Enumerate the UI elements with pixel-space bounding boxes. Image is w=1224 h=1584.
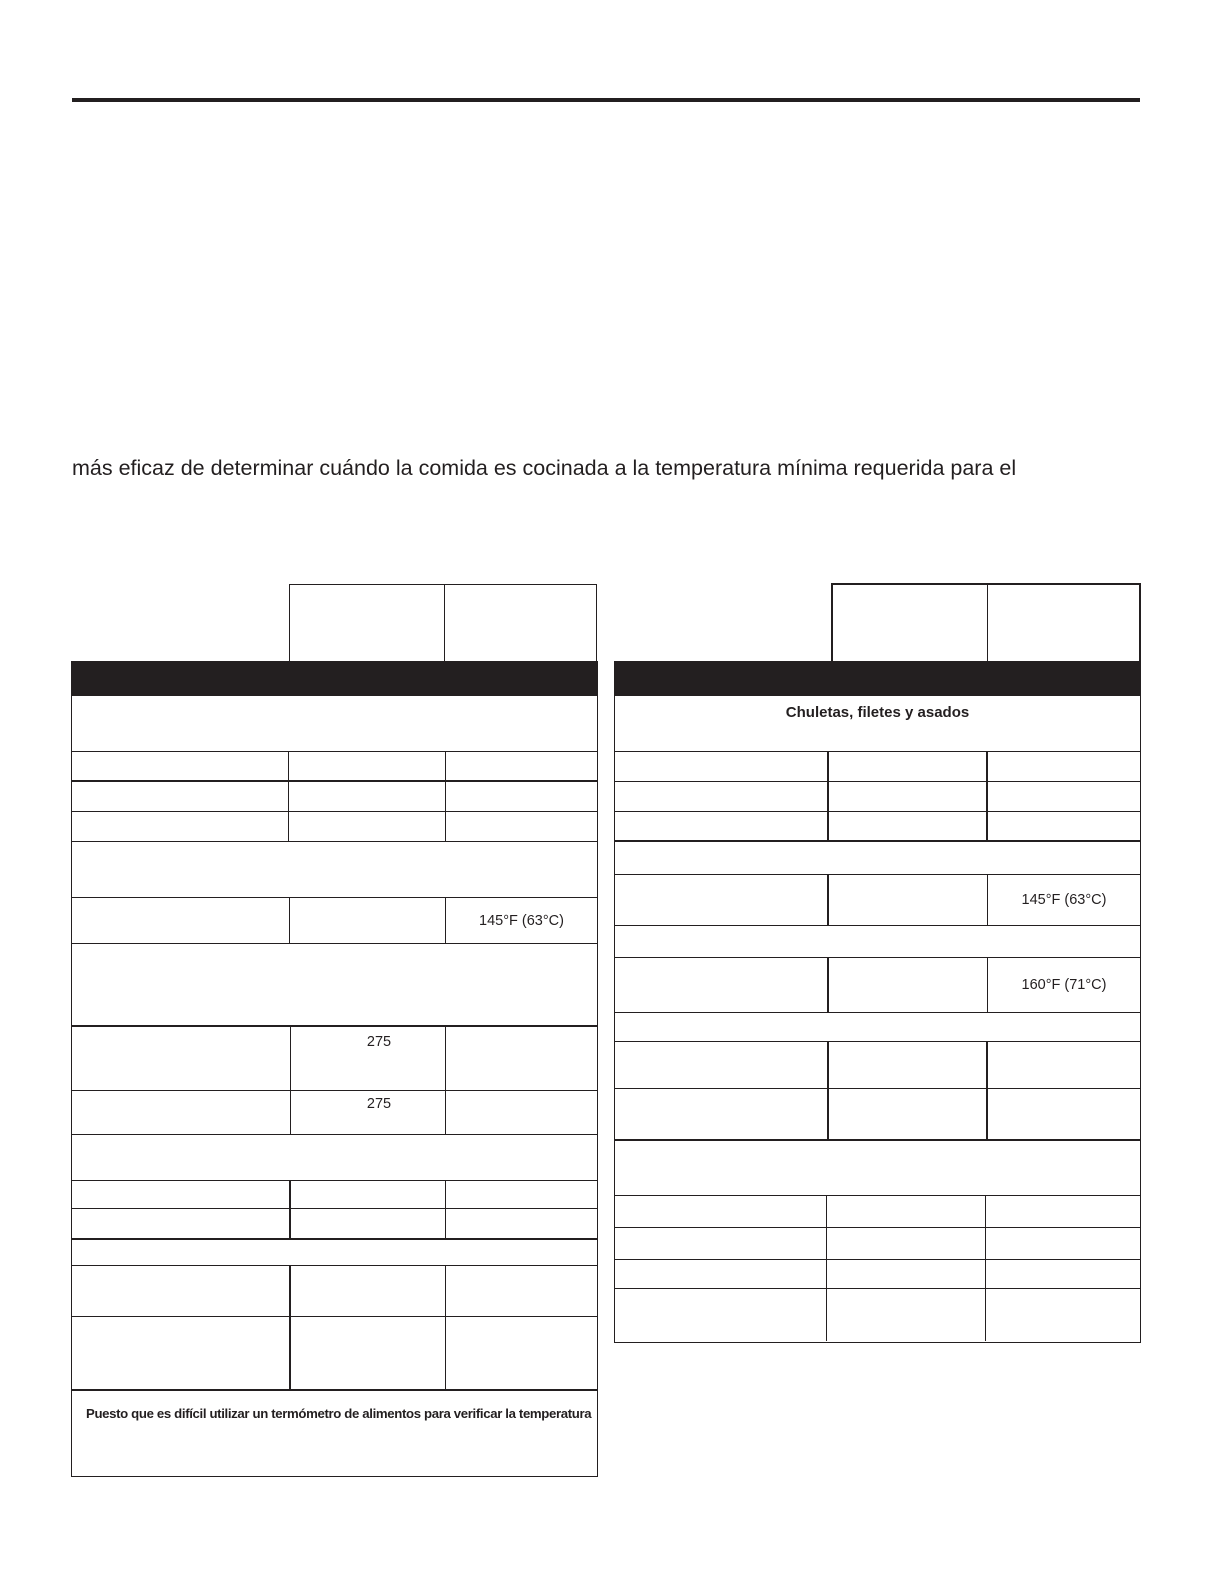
right-header-divider (987, 583, 988, 663)
right-header-box (831, 583, 1141, 663)
right-col-line (827, 874, 829, 925)
left-row-line (72, 751, 597, 752)
left-col-line (445, 751, 446, 841)
right-col-line (826, 1195, 827, 1341)
left-value-275-a: 275 (366, 1034, 392, 1050)
left-row-line (72, 1134, 597, 1135)
left-header-divider (444, 584, 445, 662)
right-row-line (615, 1012, 1140, 1013)
right-section-title: Chuletas, filetes y asados (785, 704, 970, 721)
left-header-box (289, 584, 597, 662)
right-row-line (615, 1288, 1140, 1289)
left-col-line (445, 1265, 446, 1389)
left-temp-145: 145°F (63°C) (479, 913, 564, 929)
left-table-frame (71, 661, 598, 1477)
intro-text: más eficaz de determinar cuándo la comida es cocinada a la temperatura mínima requerida para el (72, 456, 1017, 480)
right-row-line (615, 1195, 1140, 1196)
right-row-line (615, 751, 1140, 752)
left-row-line (72, 1238, 597, 1240)
left-col-line (290, 1025, 291, 1134)
left-col-line (289, 1180, 291, 1238)
right-col-line (986, 1041, 988, 1139)
left-col-line (445, 1025, 446, 1134)
right-row-line (615, 957, 1140, 958)
right-row-line (615, 1259, 1140, 1260)
right-header-band (614, 661, 1141, 696)
left-row-line (72, 1180, 597, 1181)
left-footnote: Puesto que es difícil utilizar un termómetro de alimentos para verificar la temperatura (86, 1406, 592, 1421)
right-row-line (615, 1088, 1140, 1089)
right-row-line (615, 1139, 1140, 1141)
left-row-line (72, 1316, 597, 1317)
left-row-line (72, 1208, 597, 1209)
right-row-line (615, 1041, 1140, 1042)
left-row-line (72, 780, 597, 782)
left-row-line (72, 943, 597, 944)
right-temp-145: 145°F (63°C) (1021, 892, 1107, 908)
left-row-line (72, 1265, 597, 1266)
left-row-line (72, 1025, 597, 1027)
right-col-line (986, 751, 988, 840)
right-table-frame (614, 661, 1141, 1343)
right-col-line (827, 751, 829, 840)
left-row-line (72, 1389, 597, 1391)
top-rule (72, 98, 1140, 102)
left-col-line (288, 751, 289, 841)
right-row-line (615, 811, 1140, 812)
left-value-275-b: 275 (366, 1096, 392, 1112)
right-col-line (827, 1041, 829, 1139)
right-row-line (615, 840, 1140, 842)
right-col-line (985, 1195, 986, 1341)
left-col-line (289, 1265, 291, 1389)
right-row-line (615, 874, 1140, 875)
right-temp-160: 160°F (71°C) (1021, 977, 1107, 993)
right-row-line (615, 1227, 1140, 1228)
left-row-line (72, 897, 597, 898)
left-row-line (72, 1090, 597, 1091)
right-col-line (827, 957, 829, 1012)
left-col-line (445, 1180, 446, 1238)
right-row-line (615, 781, 1140, 782)
left-row-line (72, 811, 597, 812)
left-header-band (71, 661, 598, 696)
left-row-line (72, 841, 597, 842)
left-col-line (289, 897, 290, 943)
right-row-line (615, 925, 1140, 926)
